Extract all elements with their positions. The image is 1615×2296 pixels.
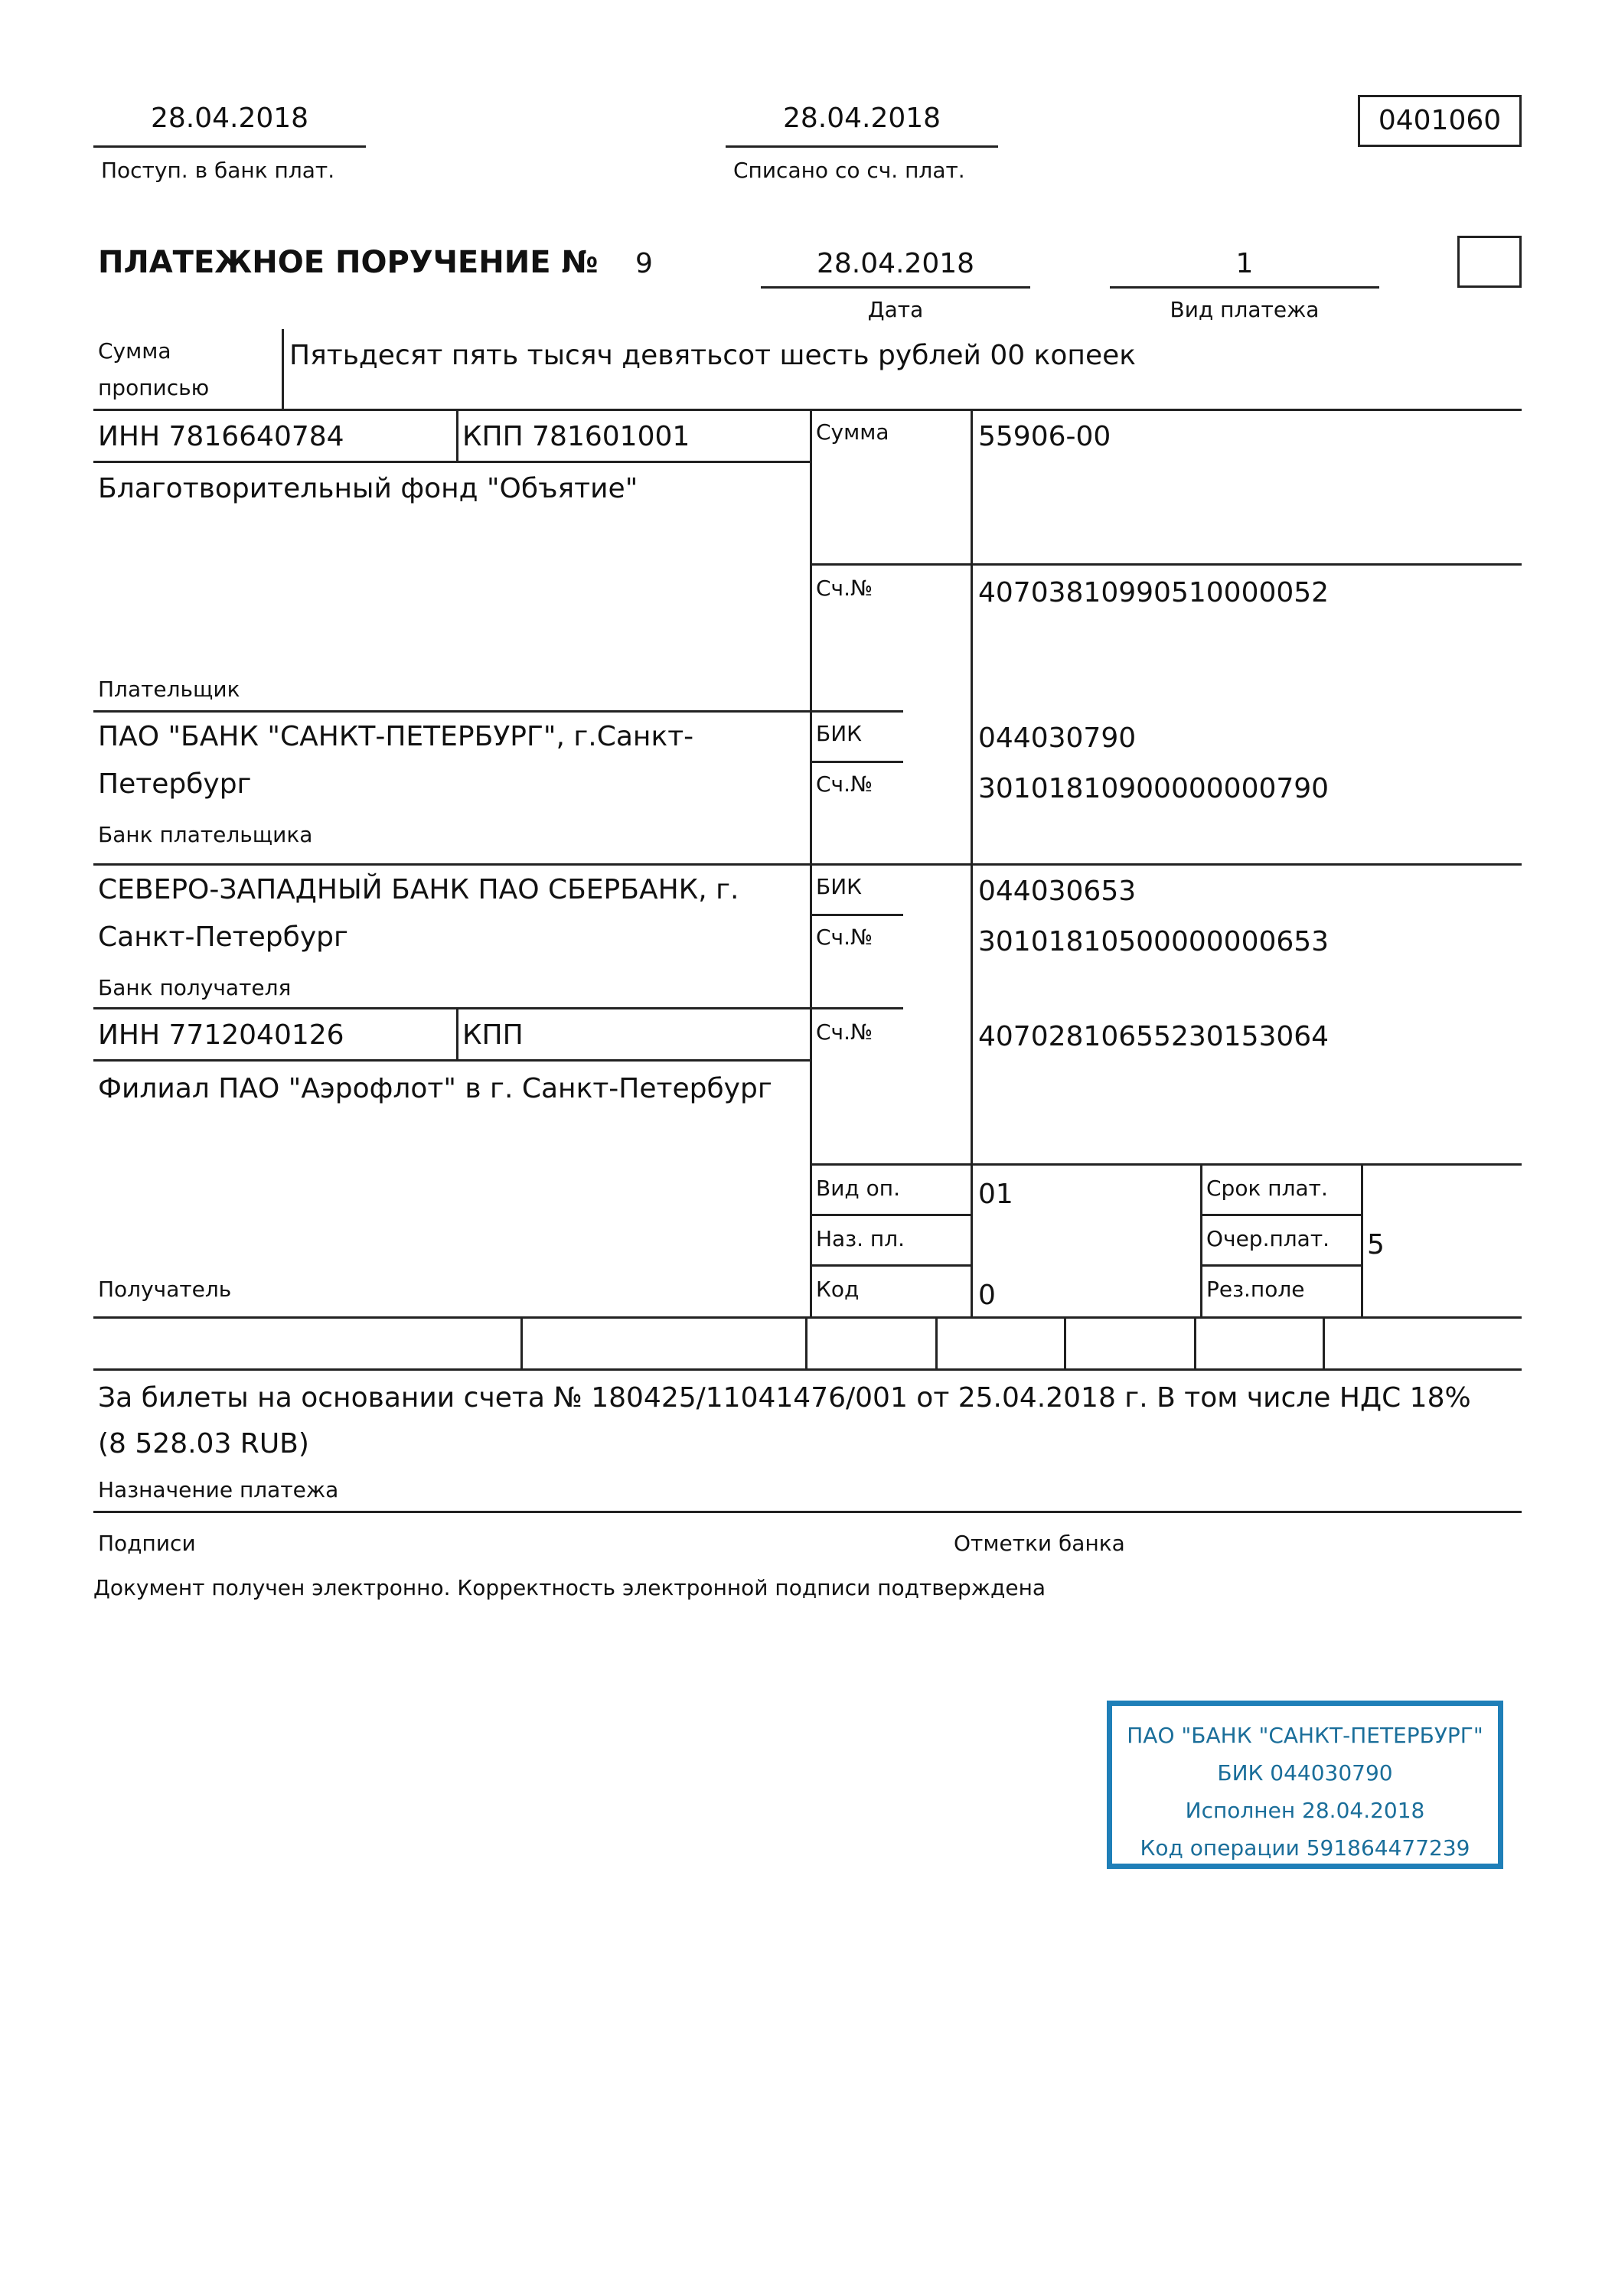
- payee-inn: ИНН 7712040126: [98, 1019, 344, 1051]
- amount-words-value: Пятьдесят пять тысяч девятьсот шесть рублей 00 копеек: [289, 340, 1136, 371]
- purpose-line-1: За билеты на основании счета № 180425/11041476/001 от 25.04.2018 г. В том числе НДС 18%: [98, 1382, 1471, 1414]
- received-date: 28.04.2018: [150, 103, 309, 134]
- payer-bank-name-2: Петербург: [98, 768, 252, 800]
- row-line-srok: [1200, 1214, 1361, 1216]
- amount-words-divider: [282, 329, 284, 409]
- row-line-naz-pl: [810, 1264, 971, 1267]
- stamp-bank-name: ПАО "БАНК "САНКТ-ПЕТЕРБУРГ": [1127, 1723, 1483, 1748]
- debited-label: Списано со сч. плат.: [733, 158, 965, 183]
- bank-marks-label: Отметки банка: [954, 1531, 1125, 1556]
- payee-name: Филиал ПАО "Аэрофлот" в г. Санкт-Петербург: [98, 1073, 772, 1104]
- document-title: ПЛАТЕЖНОЕ ПОРУЧЕНИЕ №: [98, 245, 599, 280]
- payer-name: Благотворительный фонд "Объятие": [98, 473, 638, 504]
- row-line-payee-bik: [810, 914, 903, 916]
- tax-field-divider-3: [935, 1316, 938, 1368]
- payer-account-label: Сч.№: [816, 576, 873, 601]
- amount-words-label-1: Сумма: [98, 338, 171, 364]
- purpose-line-2: (8 528.03 RUB): [98, 1428, 309, 1459]
- row-line-account: [810, 1163, 1522, 1166]
- debited-date: 28.04.2018: [782, 103, 941, 134]
- payment-type: 1: [1235, 248, 1254, 279]
- debited-date-line: [726, 145, 998, 148]
- tax-field-divider-2: [805, 1316, 808, 1368]
- sum-value: 55906-00: [978, 421, 1111, 452]
- row-line-tax-fields: [93, 1368, 1522, 1371]
- payee-kpp: КПП: [462, 1019, 524, 1051]
- payment-type-label: Вид платежа: [1170, 297, 1320, 322]
- srok-label: Срок плат.: [1206, 1176, 1328, 1201]
- payee-bank-bik-label: БИК: [816, 874, 863, 899]
- row-line-vid-op-left: [810, 1214, 971, 1216]
- row-line-payer: [93, 710, 903, 713]
- tax-field-divider-1: [520, 1316, 523, 1368]
- amount-words-label-2: прописью: [98, 375, 210, 400]
- received-label: Поступ. в банк плат.: [101, 158, 335, 183]
- form-code: 0401060: [1378, 105, 1502, 136]
- purpose-label: Назначение платежа: [98, 1477, 339, 1502]
- payer-inn: ИНН 7816640784: [98, 421, 344, 452]
- row-line-sum: [810, 563, 1522, 566]
- purpose-bottom-line: [93, 1511, 1522, 1513]
- payee-inn-divider: [456, 1007, 458, 1059]
- naz-pl-label: Наз. пл.: [816, 1226, 905, 1251]
- order-date: 28.04.2018: [816, 248, 975, 279]
- ocher-value: 5: [1367, 1229, 1385, 1261]
- row-line-ocher: [1200, 1264, 1361, 1267]
- payer-bank-corr-label: Сч.№: [816, 771, 873, 797]
- stamp-bik: БИК 044030790: [1217, 1760, 1393, 1786]
- kod-value: 0: [978, 1280, 996, 1311]
- vid-op-label: Вид оп.: [816, 1176, 901, 1201]
- date-label: Дата: [867, 297, 924, 322]
- sum-label: Сумма: [816, 419, 889, 445]
- payee-bank-bik: 044030653: [978, 876, 1137, 907]
- tax-field-divider-6: [1323, 1316, 1325, 1368]
- vid-op-value: 01: [978, 1179, 1013, 1210]
- status-box: [1457, 236, 1522, 288]
- order-number: 9: [635, 248, 653, 279]
- ocher-label: Очер.плат.: [1206, 1226, 1330, 1251]
- payee-bank-label: Банк получателя: [98, 975, 292, 1000]
- tax-field-divider-5: [1194, 1316, 1196, 1368]
- payer-bank-corr: 30101810900000000790: [978, 773, 1330, 804]
- payer-bank-bik-label: БИК: [816, 721, 863, 746]
- row-line-payee-inn: [93, 1059, 810, 1062]
- payer-bank-name-1: ПАО "БАНК "САНКТ-ПЕТЕРБУРГ", г.Санкт-: [98, 721, 694, 752]
- payer-label: Плательщик: [98, 677, 240, 702]
- payee-bank-name-1: СЕВЕРО-ЗАПАДНЫЙ БАНК ПАО СБЕРБАНК, г.: [98, 874, 739, 905]
- row-line-payer-inn: [93, 461, 810, 463]
- tax-field-divider-4: [1064, 1316, 1066, 1368]
- payee-bank-corr-label: Сч.№: [816, 925, 873, 950]
- kod-label: Код: [816, 1277, 860, 1302]
- payee-account-label: Сч.№: [816, 1019, 873, 1045]
- payee-label: Получатель: [98, 1277, 232, 1302]
- stamp-executed: Исполнен 28.04.2018: [1185, 1798, 1425, 1823]
- received-date-line: [93, 145, 366, 148]
- column-divider-ocher: [1361, 1163, 1363, 1316]
- row-line-payer-bank: [93, 863, 1522, 866]
- column-divider-values: [971, 409, 973, 1316]
- payer-bank-label: Банк плательщика: [98, 822, 313, 847]
- order-date-line: [761, 286, 1030, 289]
- row-line-payee-bank: [93, 1007, 903, 1009]
- row-line-payee: [93, 1316, 1522, 1319]
- bank-stamp: [1107, 1701, 1503, 1869]
- payee-bank-name-2: Санкт-Петербург: [98, 921, 348, 953]
- row-line-payer-bik: [810, 761, 903, 763]
- payee-account: 40702810655230153064: [978, 1021, 1330, 1052]
- stamp-operation-code: Код операции 591864477239: [1140, 1835, 1470, 1861]
- signatures-label: Подписи: [98, 1531, 196, 1556]
- payment-type-line: [1110, 286, 1379, 289]
- row-line-amount-words: [93, 409, 1522, 411]
- rez-label: Рез.поле: [1206, 1277, 1305, 1302]
- payee-bank-corr: 30101810500000000653: [978, 926, 1330, 957]
- payer-bank-bik: 044030790: [978, 722, 1137, 754]
- column-divider-srok: [1200, 1163, 1202, 1316]
- column-divider-labels: [810, 409, 812, 1316]
- form-code-box: [1358, 95, 1522, 147]
- payer-account: 40703810990510000052: [978, 577, 1330, 608]
- payer-inn-divider: [456, 409, 458, 461]
- payer-kpp: КПП 781601001: [462, 421, 690, 452]
- electronic-note: Документ получен электронно. Корректность электронной подписи подтверждена: [93, 1575, 1046, 1600]
